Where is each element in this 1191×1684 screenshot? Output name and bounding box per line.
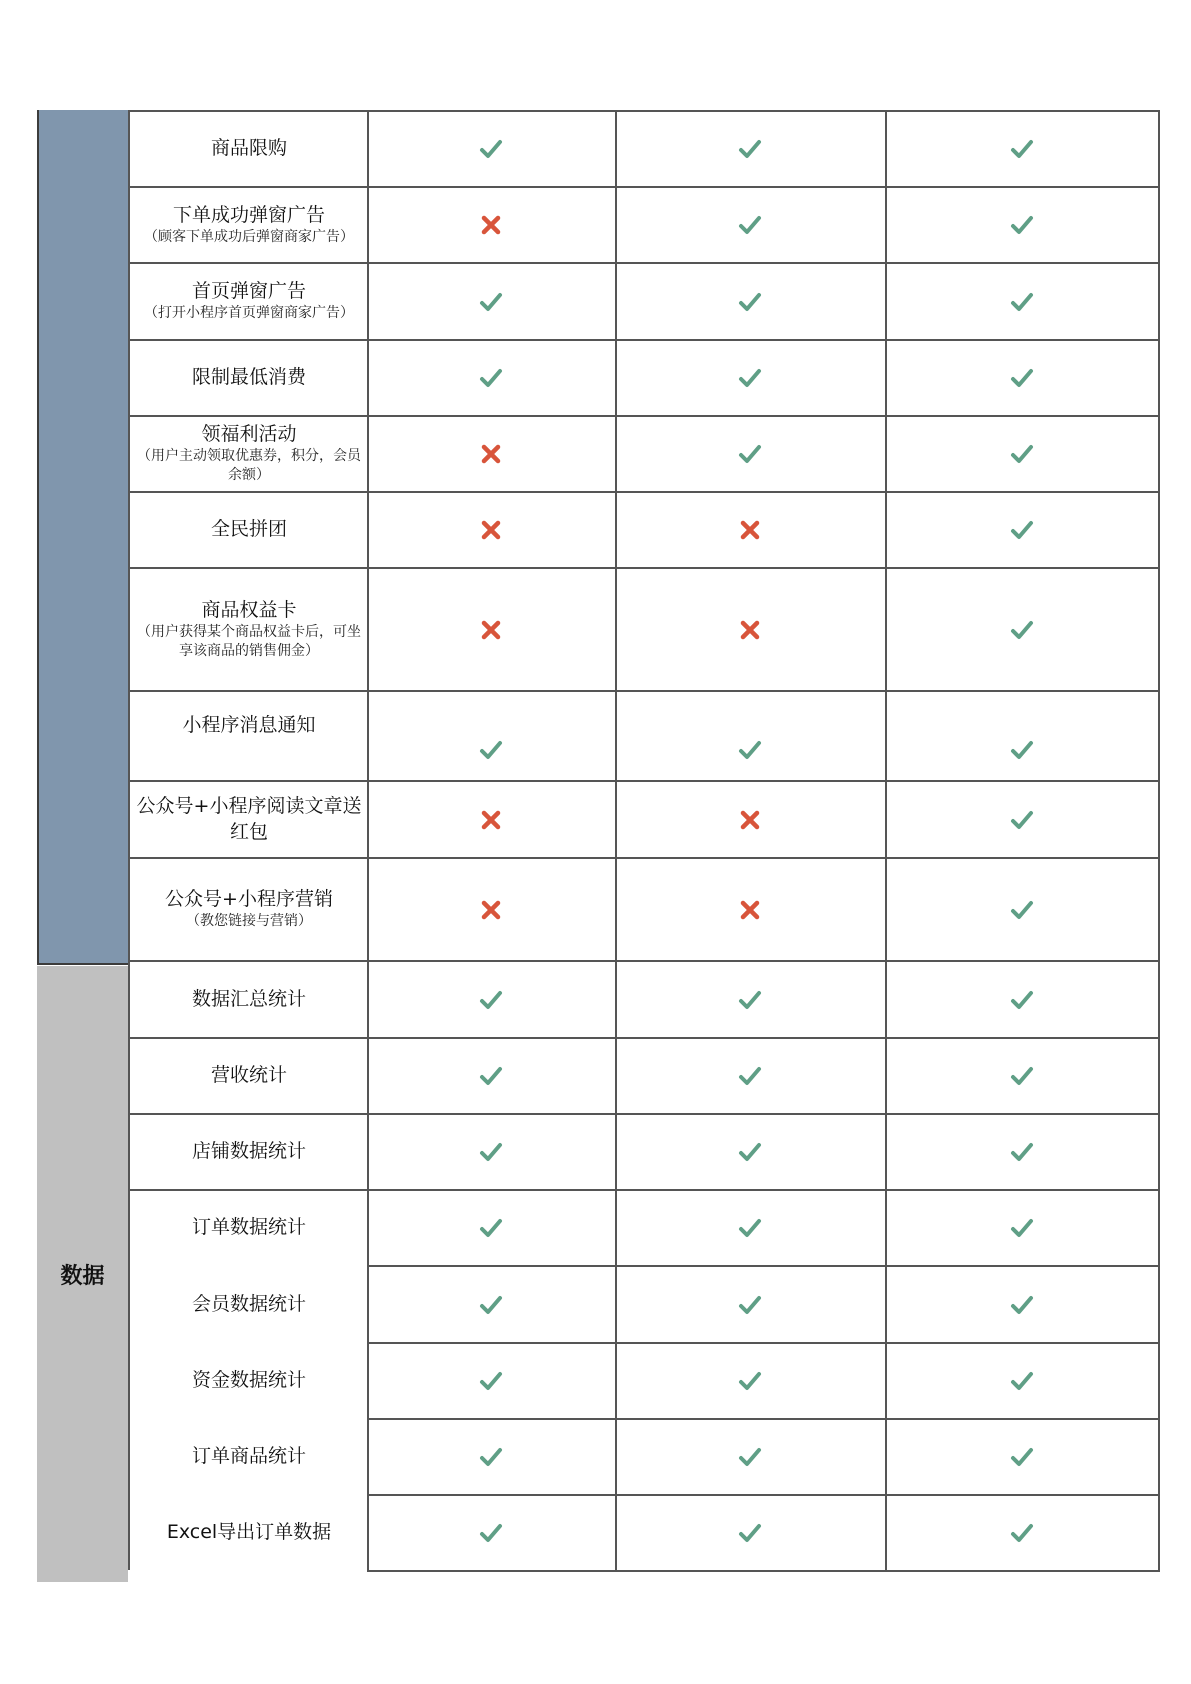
feature-name-cell xyxy=(130,690,368,780)
check-icon xyxy=(736,1519,764,1547)
check-icon xyxy=(1008,1367,1036,1395)
cross-icon xyxy=(477,516,505,544)
feature-name-cell xyxy=(130,491,368,567)
grid-line-horizontal xyxy=(367,1570,1160,1572)
feature-name: 会员数据统计 xyxy=(191,1292,306,1315)
check-icon xyxy=(1008,135,1036,163)
check-icon xyxy=(736,1214,764,1242)
category-marketing xyxy=(37,110,128,965)
cross-icon xyxy=(736,806,764,834)
feature-name: 订单数据统计 xyxy=(191,1216,306,1238)
check-icon xyxy=(1008,1214,1036,1242)
grid-line-vertical xyxy=(885,110,887,1570)
feature-name: 营收统计 xyxy=(210,1064,287,1086)
grid-line-horizontal xyxy=(367,1418,1160,1420)
check-icon xyxy=(1008,986,1036,1014)
check-icon xyxy=(477,1138,505,1166)
feature-name: 公众号+小程序阅读文章送红包 xyxy=(136,794,362,843)
check-icon xyxy=(477,986,505,1014)
check-icon xyxy=(736,736,764,764)
feature-name-cell xyxy=(130,415,368,491)
cross-icon xyxy=(477,616,505,644)
check-icon xyxy=(1008,1138,1036,1166)
cross-icon xyxy=(477,896,505,924)
cross-icon xyxy=(736,896,764,924)
check-icon xyxy=(1008,288,1036,316)
check-icon xyxy=(1008,1062,1036,1090)
feature-name-cell xyxy=(130,1189,368,1265)
check-icon xyxy=(477,736,505,764)
feature-name: 店铺数据统计 xyxy=(191,1140,306,1162)
cross-icon xyxy=(477,211,505,239)
feature-description: （教您链接与营销） xyxy=(186,913,312,929)
check-icon xyxy=(1008,1443,1036,1471)
feature-name: 商品限购 xyxy=(210,137,287,159)
grid-line-vertical xyxy=(615,110,617,1570)
check-icon xyxy=(477,1062,505,1090)
check-icon xyxy=(736,135,764,163)
feature-description: （打开小程序首页弹窗商家广告） xyxy=(144,305,354,321)
feature-name: 小程序消息通知 xyxy=(182,714,316,736)
check-icon xyxy=(1008,736,1036,764)
feature-name: 订单商品统计 xyxy=(191,1445,306,1467)
feature-description: （用户获得某个商品权益卡后，可坐享该商品的销售佣金） xyxy=(137,623,361,659)
check-icon xyxy=(736,288,764,316)
check-icon xyxy=(736,986,764,1014)
cross-icon xyxy=(477,440,505,468)
feature-name: 商品权益卡 xyxy=(201,598,297,621)
check-icon xyxy=(477,1214,505,1242)
feature-name-cell xyxy=(130,262,368,339)
check-icon xyxy=(1008,364,1036,392)
check-icon xyxy=(736,1367,764,1395)
check-icon xyxy=(736,440,764,468)
feature-name-cell xyxy=(130,1342,368,1418)
feature-name: 公众号+小程序营销 xyxy=(165,888,333,910)
check-icon xyxy=(1008,616,1036,644)
grid-line-horizontal xyxy=(367,1342,1160,1344)
feature-name: 领福利活动 xyxy=(201,423,297,445)
check-icon xyxy=(736,1443,764,1471)
check-icon xyxy=(477,364,505,392)
feature-description: （顾客下单成功后弹窗商家广告） xyxy=(144,228,354,245)
feature-name-cell xyxy=(130,1113,368,1189)
check-icon xyxy=(477,1443,505,1471)
feature-name: 全民拼团 xyxy=(210,518,287,540)
check-icon xyxy=(736,364,764,392)
feature-name-cell xyxy=(130,1494,368,1570)
check-icon xyxy=(1008,440,1036,468)
check-icon xyxy=(1008,1291,1036,1319)
feature-name-cell xyxy=(130,1265,368,1342)
feature-description: （用户主动领取优惠券，积分，会员余额） xyxy=(137,448,361,483)
feature-name: Excel导出订单数据 xyxy=(166,1521,332,1543)
check-icon xyxy=(477,1519,505,1547)
feature-name: 下单成功弹窗广告 xyxy=(172,203,325,226)
feature-name-cell xyxy=(130,339,368,415)
check-icon xyxy=(736,1062,764,1090)
check-icon xyxy=(477,288,505,316)
feature-name-cell xyxy=(130,567,368,690)
feature-name: 限制最低消费 xyxy=(191,366,306,388)
feature-name-cell xyxy=(130,186,368,262)
feature-name-cell xyxy=(130,857,368,960)
check-icon xyxy=(477,1291,505,1319)
check-icon xyxy=(1008,1519,1036,1547)
grid-line-horizontal xyxy=(367,1265,1160,1267)
feature-name: 首页弹窗广告 xyxy=(191,280,306,302)
feature-name-cell xyxy=(130,110,368,186)
check-icon xyxy=(736,1291,764,1319)
cross-icon xyxy=(736,616,764,644)
cross-icon xyxy=(477,806,505,834)
check-icon xyxy=(736,1138,764,1166)
check-icon xyxy=(1008,516,1036,544)
check-icon xyxy=(477,135,505,163)
check-icon xyxy=(1008,806,1036,834)
category-data xyxy=(37,966,128,1582)
feature-name-cell xyxy=(130,1037,368,1113)
check-icon xyxy=(736,211,764,239)
category-data-label: 数据 xyxy=(60,1263,105,1289)
feature-name: 数据汇总统计 xyxy=(191,987,306,1010)
feature-name-cell xyxy=(130,1418,368,1494)
grid-line-vertical xyxy=(1158,110,1160,1570)
check-icon xyxy=(1008,896,1036,924)
check-icon xyxy=(477,1367,505,1395)
feature-name-cell xyxy=(130,960,368,1037)
feature-name-cell xyxy=(130,780,368,857)
grid-line-horizontal xyxy=(367,1494,1160,1496)
cross-icon xyxy=(736,516,764,544)
check-icon xyxy=(1008,211,1036,239)
feature-name: 资金数据统计 xyxy=(191,1369,306,1391)
